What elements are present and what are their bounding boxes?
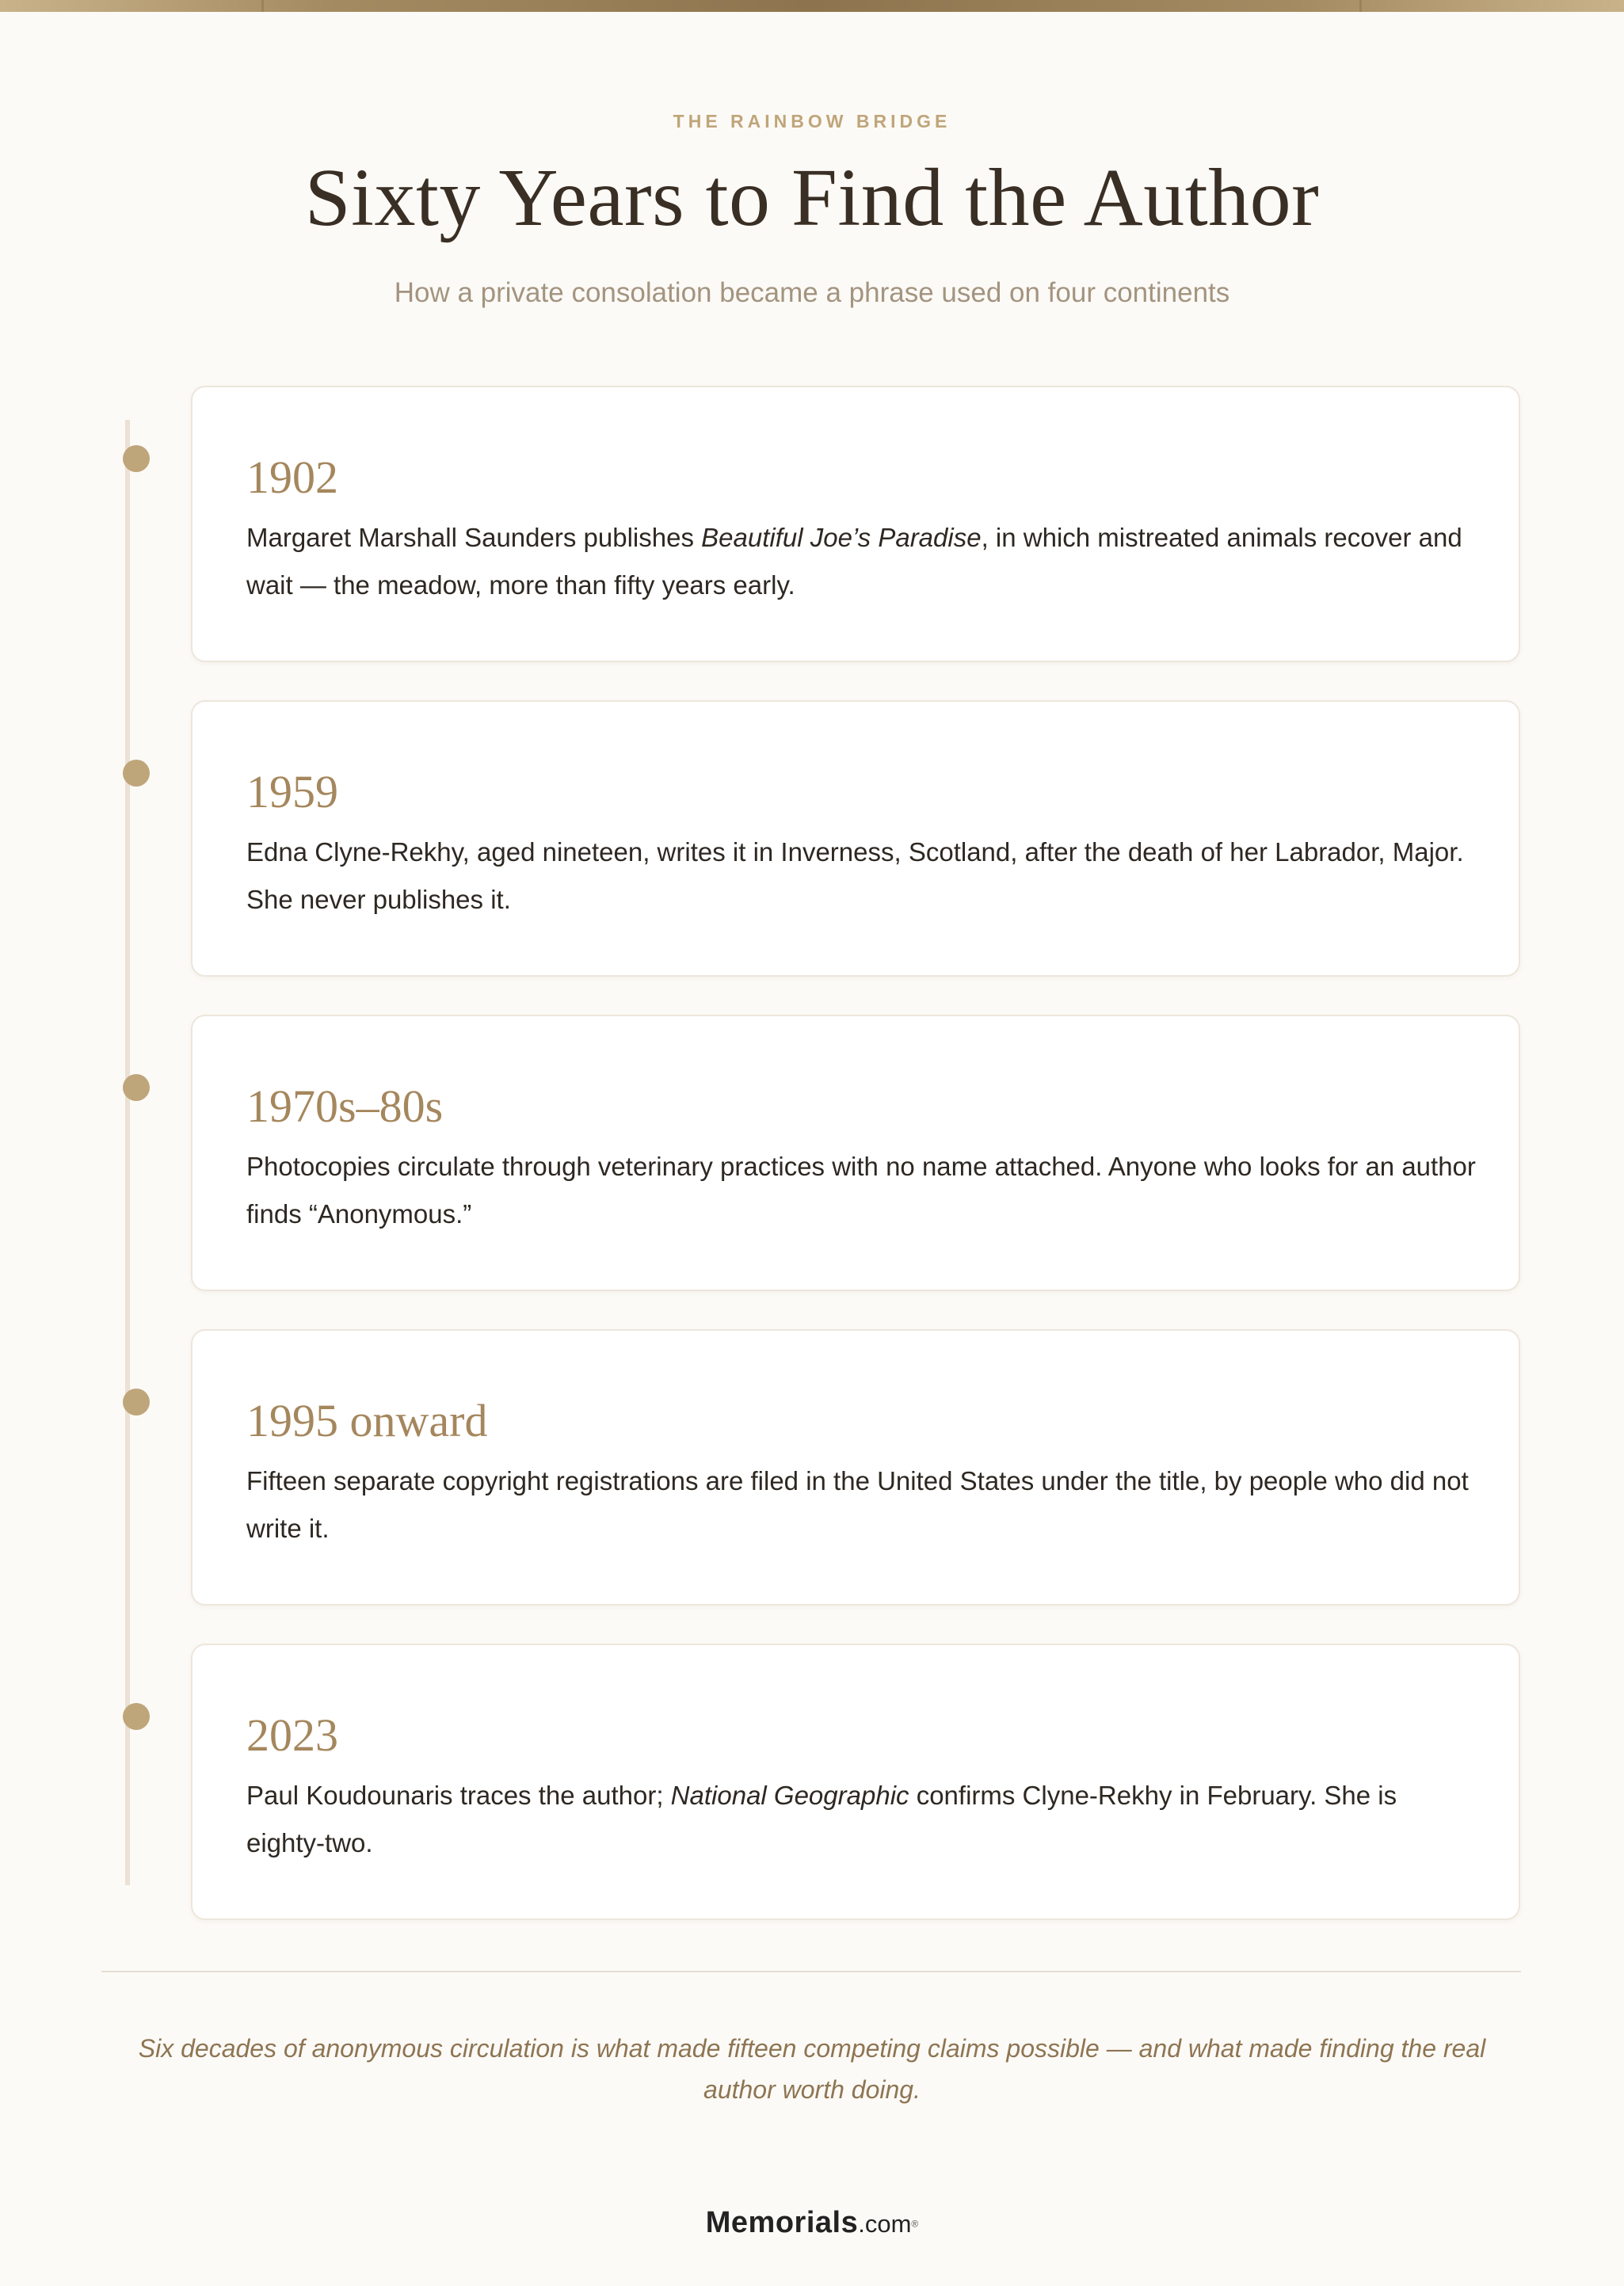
timeline-card: [191, 1015, 1520, 1291]
top-bar-divider: [261, 0, 264, 12]
page-title: Sixty Years to Find the Author: [304, 152, 1320, 243]
closing-note: Six decades of anonymous circulation is what made fifteen competing claims possible — and what made finding the real author worth doing.: [138, 2034, 1486, 2104]
logo-tld: .com: [858, 2210, 912, 2238]
logo-registered-mark: ®: [911, 2218, 919, 2230]
timeline-card: [191, 1329, 1520, 1606]
timeline-card: [191, 1644, 1520, 1920]
publication-title: National Geographic: [670, 1781, 909, 1810]
timeline-year: 1995 onward: [246, 1395, 488, 1446]
top-bar-divider: [1359, 0, 1362, 12]
page-subtitle: How a private consolation became a phrase used on four continents: [394, 277, 1230, 308]
timeline-year: 1959: [246, 766, 338, 817]
timeline-year: 2023: [246, 1709, 338, 1761]
kicker: THE RAINBOW BRIDGE: [673, 111, 951, 131]
memorials-logo[interactable]: [0, 2206, 1624, 2240]
timeline-card: [191, 386, 1520, 662]
timeline-text: Photocopies circulate through veterinary practices with no name attached. Anyone who looks for an author finds “Anonymous.”: [246, 1152, 1476, 1229]
timeline-text: Paul Koudounaris traces the author; National Geographic confirms Clyne-Rekhy in February. She is eighty-two.: [246, 1781, 1397, 1857]
timeline-card: [191, 700, 1520, 977]
timeline-text: Fifteen separate copyright registrations are filed in the United States under the title, by people who did not write it.: [246, 1466, 1469, 1543]
timeline-dot: [123, 445, 150, 472]
top-accent-bar: [0, 0, 1624, 12]
timeline-year: 1902: [246, 451, 338, 503]
divider: [101, 1971, 1521, 1972]
timeline-dot: [123, 760, 150, 787]
timeline-text: Margaret Marshall Saunders publishes Beautiful Joe’s Paradise, in which mistreated animals recover and wait — the meadow, more than fifty years early.: [246, 523, 1462, 600]
timeline-text: Edna Clyne-Rekhy, aged nineteen, writes it in Inverness, Scotland, after the death of her Labrador, Major. She never publishes it.: [246, 837, 1464, 914]
timeline-dot: [123, 1703, 150, 1730]
timeline-dot: [123, 1389, 150, 1415]
timeline-dot: [123, 1074, 150, 1101]
logo-brand: Memorials: [705, 2206, 859, 2239]
timeline-line: [125, 420, 130, 1885]
book-title: Beautiful Joe’s Paradise: [701, 523, 982, 552]
timeline-year: 1970s–80s: [246, 1080, 444, 1132]
